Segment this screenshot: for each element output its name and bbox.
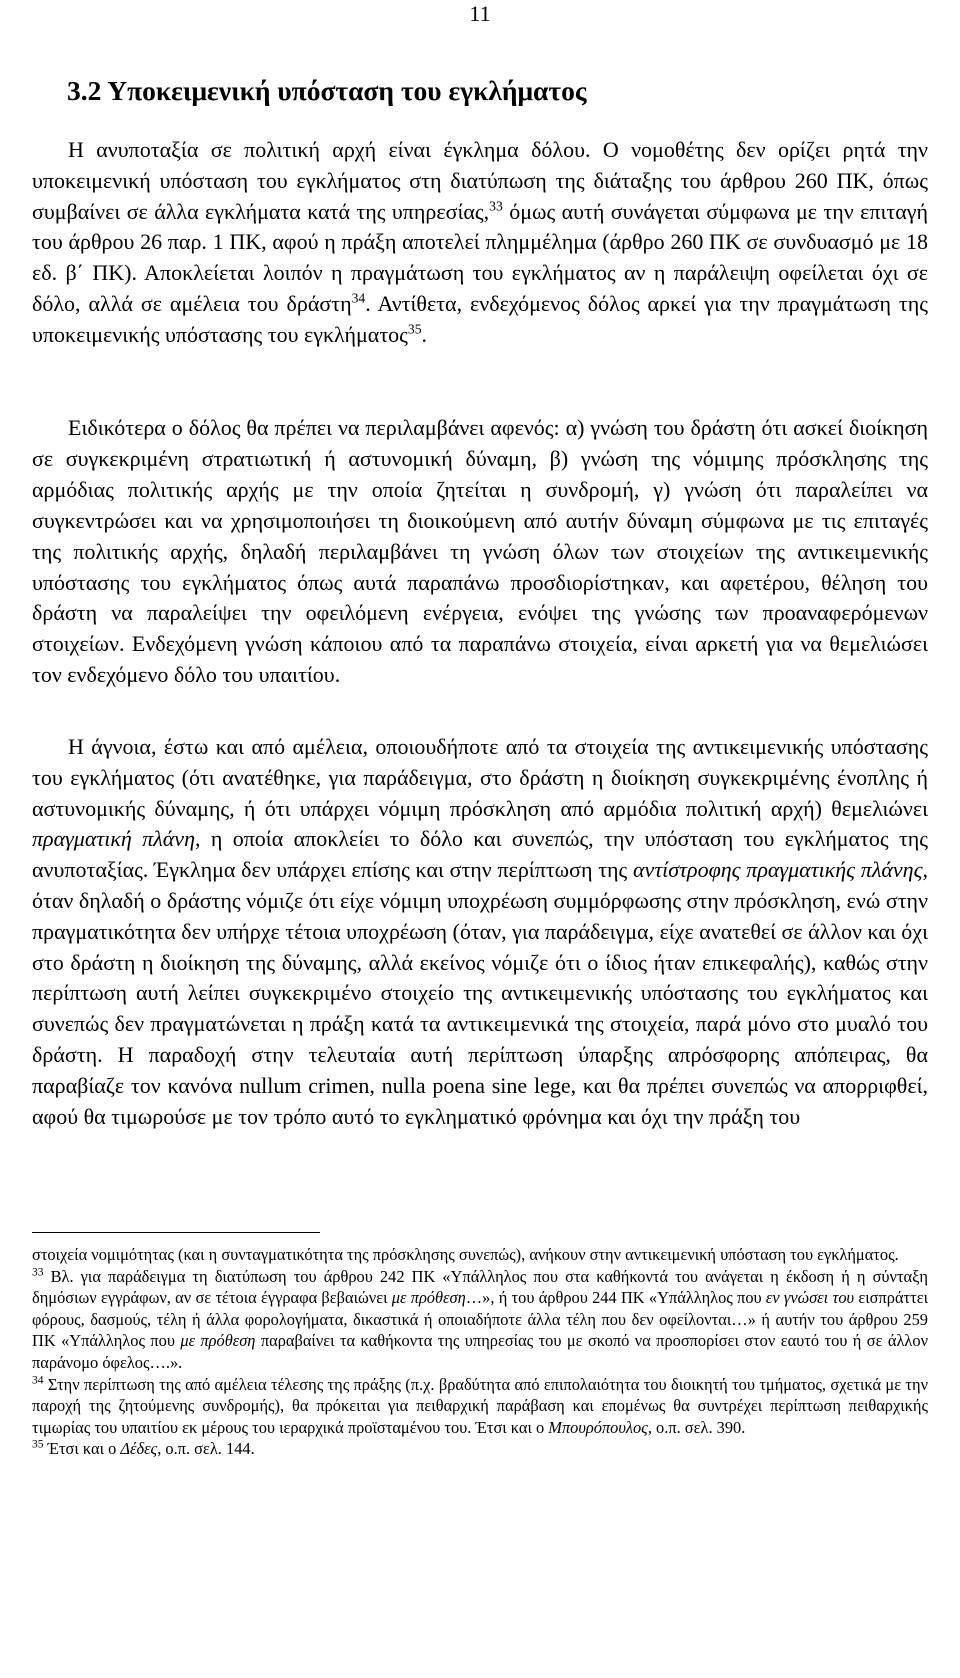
paragraph-3: Η άγνοια, έστω και από αμέλεια, οποιουδήποτε από τα στοιχεία της αντικειμενικής υπόστασης του εγκλήματος (ότι ανατέθηκε, για παράδειγμα, στο δράστη η διοίκηση συγκεκριμένης ένοπλης ή αστυνομικής δύναμης, ή ότι υπάρχει νόμιμη πρόσκληση από αρμόδια πολιτική αρχή) θεμελιώνει πραγματική πλάνη, η οποία αποκλείει το δόλο και συνεπώς, την υπόσταση του εγκλήματος της ανυποταξίας. Έγκλημα δεν υπάρχει επίσης και στην περίπτωση της αντίστροφης πραγματικής πλάνης, όταν δηλαδή ο δράστης νόμιζε ότι είχε νόμιμη υποχρέωση συμμόρφωσης στην πρόσκληση, ενώ στην πραγματικότητα δεν υπήρχε τέτοια υποχρέωση (όταν, για παράδειγμα, είχε ανατεθεί σε άλλον και όχι στο δράστη η διοίκηση της δύναμης, αλλά εκείνος νόμιζε ότι ο ίδιος ήταν επικεφαλής), καθώς στην περίπτωση αυτή λείπει συγκεκριμένο στοιχείο της αντικειμενικής υπόστασης του εγκλήματος και συνεπώς δεν πραγματώνεται η πράξη κατά τα αντικειμενικά της στοιχεία, παρά μόνο στο μυαλό του δράστη. Η παραδοχή στην τελευταία αυτή περίπτωση ύπαρξης απρόσφορης απόπειρας, θα παραβίαζε τον κανόνα nullum crimen, nulla poena sine lege, και θα πρέπει συνεπώς να απορριφθεί, αφού θα τιμωρούσε με τον τρόπο αυτό το εγκληματικό φρόνημα και όχι την πράξη του	[32, 734, 929, 1129]
footnote-mark: 35	[32, 1438, 44, 1451]
footnote-ref-34[interactable]: 34	[351, 290, 366, 306]
footnote-35: $^{35}$ Έτσι και ο Δέδες, ο.π. σελ. 144.	[32, 1438, 255, 1459]
italic-term: πραγματική πλάνη	[32, 826, 195, 852]
footnote-continuation: στοιχεία νομιμότητας (και η συνταγματικότητα της πρόσκλησης συνεπώς), ανήκουν στην αντικειμενική υπόσταση του εγκλήματος.	[32, 1245, 899, 1264]
italic-term: αντίστροφης πραγματικής πλάνης	[633, 857, 923, 883]
page-number: 11	[469, 1, 491, 26]
footnote-33: $^{33}$ Βλ. για παράδειγμα τη διατύπωση του άρθρου 242 ΠΚ «Υπάλληλος που στα καθήκοντά του ανάγεται η έκδοση ή η σύνταξη δημόσιων εγγράφων, αν σε τέτοια έγγραφα βεβαιώνει με πρόθεση…», ή του άρθρου 244 ΠΚ «Υπάλληλος που εν γνώσει του εισπράττει φόρους, δασμούς, τέλη ή άλλα φορολογήματα, δικαστικά ή οποιαδήποτε άλλα τέλη που δεν οφείλονται…» ή αυτήν του άρθρου 259 ΠΚ «Υπάλληλος που με πρόθεση παραβαίνει τα καθήκοντα της υπηρεσίας του με σκοπό να προσπορίσει στον εαυτό του ή σε άλλον παράνομο όφελος….».	[32, 1266, 928, 1372]
footnote-separator	[32, 1232, 320, 1233]
footnotes	[32, 1244, 928, 1460]
section-heading: 3.2 Υποκειμενική υπόσταση του εγκλήματος	[67, 75, 587, 106]
footnote-mark: 33	[32, 1266, 44, 1279]
paragraph-2: Ειδικότερα ο δόλος θα πρέπει να περιλαμβάνει αφενός: α) γνώση του δράστη ότι ασκεί διοίκηση σε συγκεκριμένη στρατιωτική ή αστυνομική δύναμη, β) γνώση της νόμιμης πρόσκλησης της αρμόδιας πολιτικής αρχής με την οποία ζητείται η συνδρομή, γ) γνώση ότι παραλείπει να συγκεντρώσει και να χρησιμοποιήσει τη διοικούμενη από αυτήν δύναμη σύμφωνα με τις επιταγές της πολιτικής αρχής, δηλαδή περιλαμβάνει τη γνώση όλων των στοιχείων της αντικειμενικής υπόστασης του εγκλήματος όπως αυτά παραπάνω προσδιορίστηκαν, και αφετέρου, θέληση του δράστη να παραλείψει την οφειλόμενη ενέργεια, ενόψει της γνώσης των προαναφερόμενων στοιχείων. Ενδεχόμενη γνώση κάποιου από τα παραπάνω στοιχεία, είναι αρκετή για να θεμελιώσει τον ενδεχόμενο δόλο του υπαιτίου.	[32, 415, 928, 688]
footnote-mark: 34	[32, 1374, 44, 1387]
footnote-ref-35[interactable]: 35	[407, 321, 422, 337]
footnote-34: $^{34}$ Στην περίπτωση της από αμέλεια τέλεσης της πράξης (π.χ. βραδύτητα από επιπολαιότητα του διοικητή του τμήματος, σχετικά με την παροχή της ζητούμενης συνδρομής), θα πρόκειται για πειθαρχική παράβαση και επομένως θα συντρέχει περίπτωση πειθαρχικής τιμωρίας του υπαιτίου εκ μέρους του ιεραρχικά προϊσταμένου του. Έτσι και ο Μπουρόπουλος, ο.π. σελ. 390.	[32, 1374, 928, 1437]
paragraph-1: Η ανυποταξία σε πολιτική αρχή είναι έγκλημα δόλου. Ο νομοθέτης δεν ορίζει ρητά την υποκειμενική υπόσταση του εγκλήματος στη διατύπωση της διάταξης του άρθρου 260 ΠΚ, όπως συμβαίνει σε άλλα εγκλήματα κατά της υπηρεσίας,$^{33}$ όμως αυτή συνάγεται σύμφωνα με την επιταγή του άρθρου 26 παρ. 1 ΠΚ, αφού η πράξη αποτελεί πλημμέλημα (άρθρο 260 ΠΚ σε συνδυασμό με 18 εδ. β΄ ΠΚ). Αποκλείεται λοιπόν η πραγμάτωση του εγκλήματος αν η παράλειψη οφείλεται όχι σε δόλο, αλλά σε αμέλεια του δράστη$^{34}$. Αντίθετα, ενδεχόμενος δόλος αρκεί για την πραγμάτωση της υποκειμενικής υπόστασης του εγκλήματος$^{35}$.	[32, 137, 928, 347]
footnote-ref-33[interactable]: 33	[489, 198, 503, 214]
